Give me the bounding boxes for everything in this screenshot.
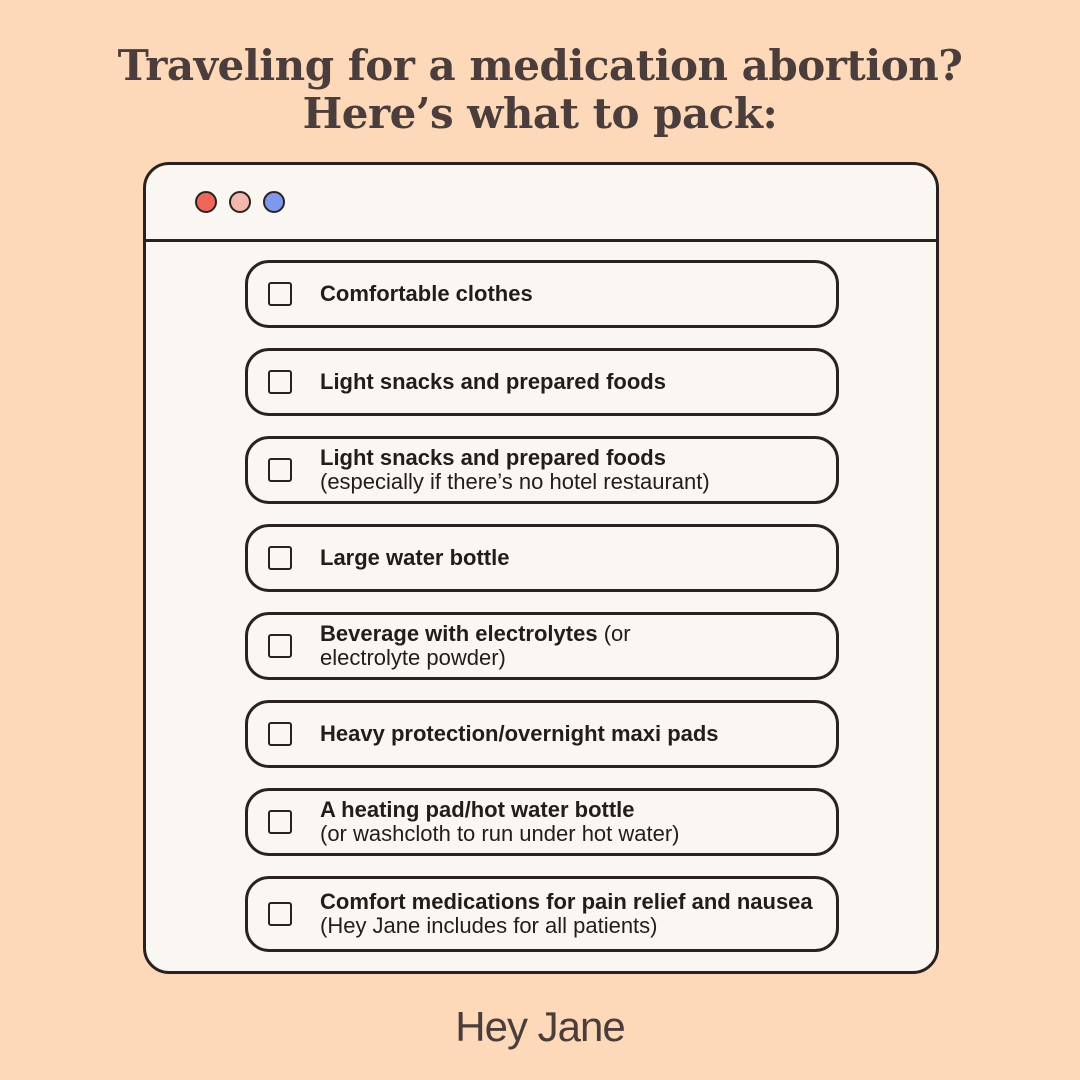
checkbox-icon[interactable] [268,282,292,306]
minimize-dot-icon[interactable] [229,191,251,213]
checkbox-icon[interactable] [268,458,292,482]
checkbox-icon[interactable] [268,902,292,926]
checkbox-icon[interactable] [268,546,292,570]
checklist-item-maxi-pads[interactable] [245,700,839,768]
checklist-item-text: Comfortable clothes [320,281,533,306]
checklist-item-water-bottle[interactable] [245,524,839,592]
checklist-item-light-snacks[interactable] [245,348,839,416]
page-title [0,42,1080,138]
hey-jane-logo: Hey Jane [455,1003,625,1050]
page-title-line-2: Here’s what to pack: [302,89,778,138]
close-dot-icon[interactable] [195,191,217,213]
checklist-item-text: Beverage with electrolytes (or electrolyte powder) [320,621,631,670]
window-titlebar [146,165,936,242]
checkbox-icon[interactable] [268,810,292,834]
page-title-line-1: Traveling for a medication abortion? [117,41,963,90]
checkbox-icon[interactable] [268,634,292,658]
checklist-item-text: Comfort medications for pain relief and nausea (Hey Jane includes for all patients) [320,889,813,938]
browser-window [143,162,939,974]
checklist-item-comfort-medications[interactable] [245,876,839,952]
checklist-item-text: Light snacks and prepared foods (especially if there’s no hotel restaurant) [320,445,710,494]
checklist-item-heating-pad[interactable] [245,788,839,856]
checklist-item-text: Large water bottle [320,545,510,570]
checklist-item-light-snacks-restaurant[interactable] [245,436,839,504]
checklist-item-comfortable-clothes[interactable] [245,260,839,328]
checklist-item-text: Heavy protection/overnight maxi pads [320,721,719,746]
checkbox-icon[interactable] [268,370,292,394]
checklist-item-text: A heating pad/hot water bottle (or washcloth to run under hot water) [320,797,680,846]
checkbox-icon[interactable] [268,722,292,746]
checklist-item-electrolytes[interactable] [245,612,839,680]
maximize-dot-icon[interactable] [263,191,285,213]
checklist-item-text: Light snacks and prepared foods [320,369,666,394]
packing-checklist [245,260,839,972]
